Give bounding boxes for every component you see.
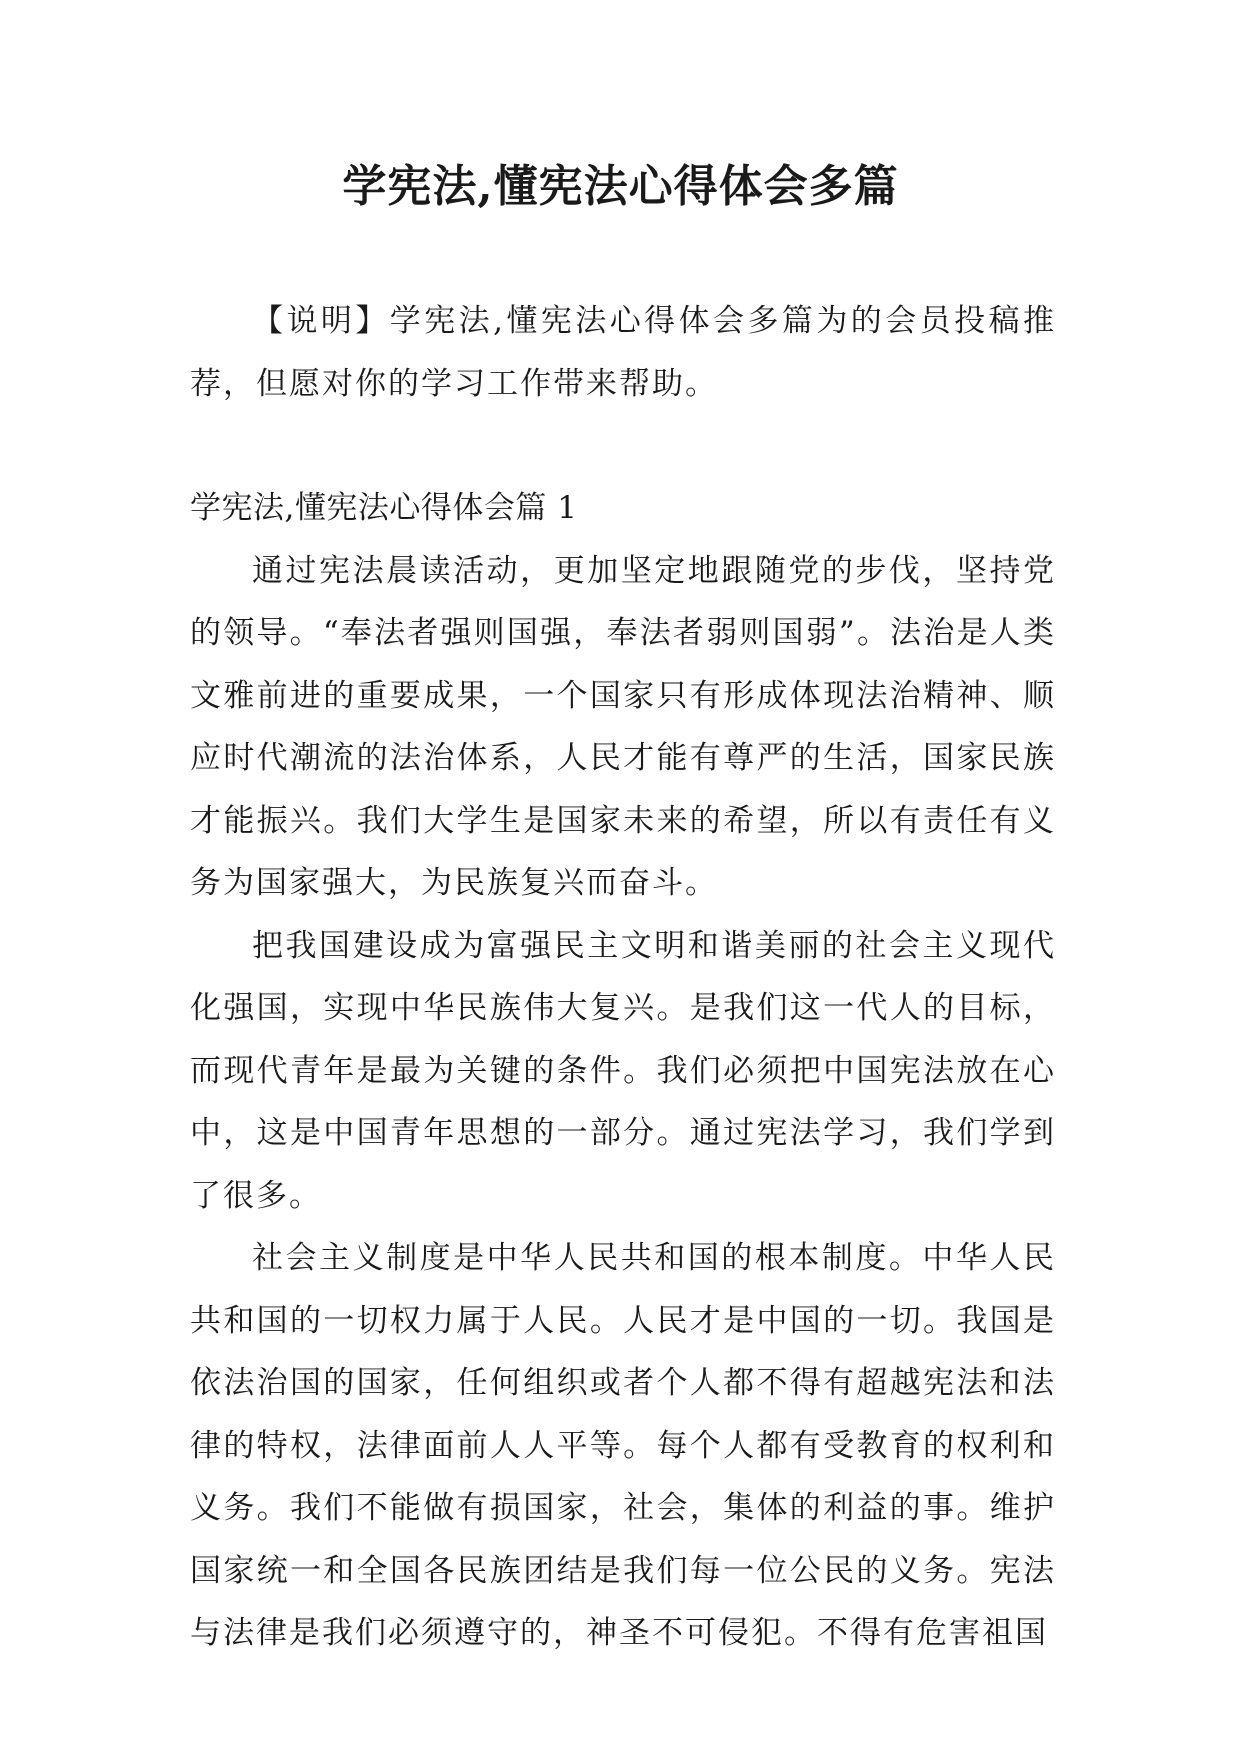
- body-paragraph: 把我国建设成为富强民主文明和谐美丽的社会主义现代化强国，实现中华民族伟大复兴。是我们这一代人的目标，而现代青年是最为关键的条件。我们必须把中国宪法放在心中，这是中国青年思想的一部分。通过宪法学习，我们学到了很多。: [190, 927, 1056, 1214]
- note-paragraph: 【说明】学宪法,懂宪法心得体会多篇为的会员投稿推荐，但愿对你的学习工作带来帮助。: [190, 303, 1056, 402]
- document-title: 学宪法,懂宪法心得体会多篇: [342, 161, 899, 212]
- document-body: [190, 290, 1056, 1665]
- body-paragraph: 通过宪法晨读活动，更加坚定地跟随党的步伐，坚持党的领导。“奉法者强则国强，奉法者弱则国弱”。法治是人类文雅前进的重要成果，一个国家只有形成体现法治精神、顺应时代潮流的法治体系，人民才能有尊严的生活，国家民族才能振兴。我们大学生是国家未来的希望，所以有责任有义务为国家强大，为民族复兴而奋斗。: [190, 552, 1056, 901]
- body-paragraph: 社会主义制度是中华人民共和国的根本制度。中华人民共和国的一切权力属于人民。人民才是中国的一切。我国是依法治国的国家，任何组织或者个人都不得有超越宪法和法律的特权，法律面前人人平等。每个人都有受教育的权利和义务。我们不能做有损国家，社会，集体的利益的事。维护国家统一和全国各民族团结是我们每一位公民的义务。宪法与法律是我们必须遵守的，神圣不可侵犯。不得有危害祖国: [190, 1240, 1056, 1651]
- section-heading: 学宪法,懂宪法心得体会篇 1: [190, 490, 578, 526]
